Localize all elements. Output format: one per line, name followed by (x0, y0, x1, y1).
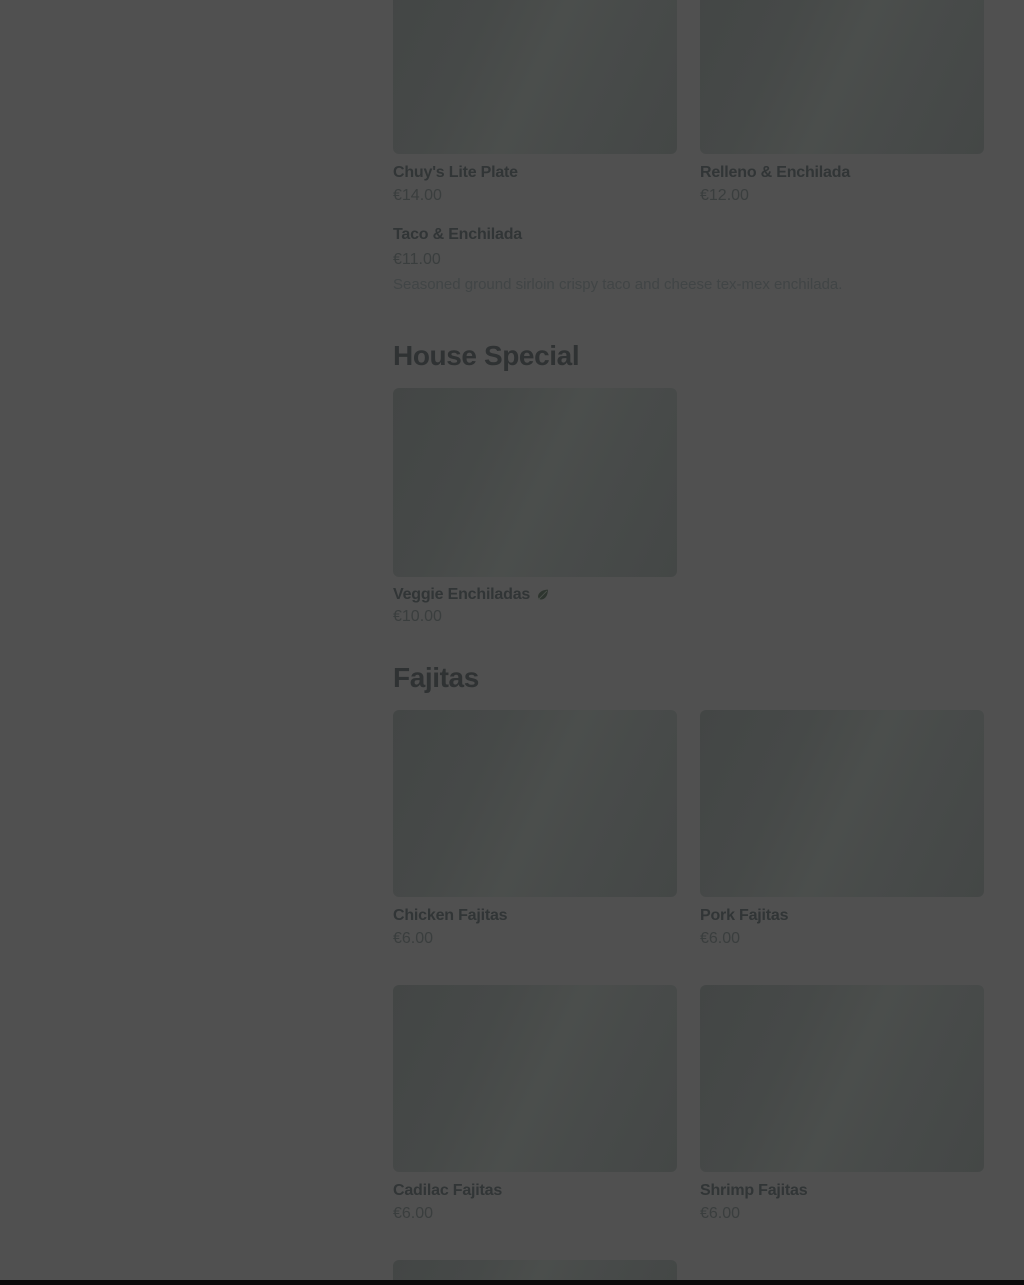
menu-item-name (393, 163, 677, 183)
menu-grid-fajitas (393, 710, 984, 1285)
menu-item-name-text: Chuy's Lite Plate (393, 164, 518, 181)
menu-item-name (393, 906, 677, 926)
menu-item-photo (700, 710, 984, 897)
section-heading-fajitas: Fajitas (393, 662, 479, 693)
menu-item-photo (393, 985, 677, 1172)
menu-item-price: €6.00 (700, 930, 741, 947)
menu-item-photo (393, 0, 677, 154)
menu-item-photo (393, 710, 677, 897)
section-heading-house-special: House Special (393, 340, 580, 371)
menu-item-name (700, 1181, 984, 1201)
menu-item-photo (393, 388, 677, 577)
menu-item-card[interactable] (393, 225, 984, 294)
menu-item-name-text: Pork Fajitas (700, 907, 789, 924)
menu-item-photo (700, 985, 984, 1172)
menu-item-name (393, 225, 984, 245)
menu-item-card[interactable] (393, 710, 677, 949)
menu-item-name (393, 585, 677, 605)
menu-item-name-text: Shrimp Fajitas (700, 1182, 808, 1199)
bottom-edge-bar (0, 1280, 1024, 1285)
menu-item-price: €6.00 (393, 1205, 434, 1222)
menu-item-card[interactable] (393, 0, 677, 206)
menu-item-price: €11.00 (393, 251, 441, 268)
menu-item-price: €10.00 (393, 608, 442, 625)
menu-item-card[interactable] (700, 985, 984, 1224)
menu-item-name (700, 163, 984, 183)
menu-item-price: €14.00 (393, 187, 442, 204)
leaf-icon (536, 588, 550, 602)
menu-item-card[interactable] (393, 985, 677, 1224)
menu-item-price: €6.00 (700, 1205, 741, 1222)
menu-item-name (700, 906, 984, 926)
menu-item-photo (700, 0, 984, 154)
menu-item-price: €12.00 (700, 187, 749, 204)
menu-item-name-text: Cadilac Fajitas (393, 1182, 503, 1199)
menu-item-name-text: Veggie Enchiladas (393, 586, 531, 603)
menu-item-name-text: Chicken Fajitas (393, 907, 508, 924)
menu-item-name-text: Relleno & Enchilada (700, 164, 851, 181)
menu-item-card[interactable] (700, 0, 984, 206)
menu-grid-top (393, 0, 984, 206)
menu-item-card[interactable] (393, 388, 677, 627)
menu-item-name-text: Taco & Enchilada (393, 226, 522, 243)
menu-item-card[interactable] (700, 710, 984, 949)
menu-item-description: Seasoned ground sirloin crispy taco and cheese tex-mex enchilada. (393, 276, 843, 293)
menu-item-price: €6.00 (393, 930, 434, 947)
menu-item-name (393, 1181, 677, 1201)
